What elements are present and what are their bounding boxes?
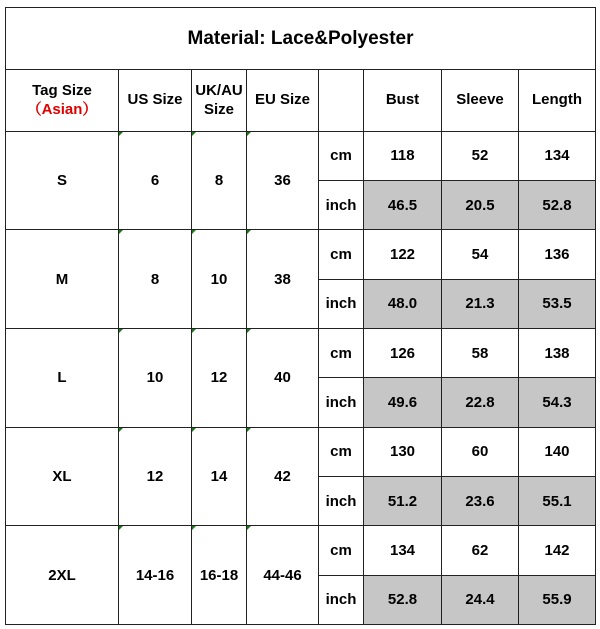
table-row bbox=[6, 526, 596, 575]
length-cm-cell: 134 bbox=[519, 131, 596, 180]
tag-size-cell: S bbox=[6, 131, 119, 230]
bust-inch-cell: 48.0 bbox=[364, 279, 442, 328]
header-uk-au-size bbox=[192, 70, 247, 131]
uk-au-size-cell: 14 bbox=[192, 427, 247, 526]
sleeve-cm-cell: 60 bbox=[442, 427, 519, 476]
bust-inch-cell: 51.2 bbox=[364, 476, 442, 525]
uk-au-size-cell: 16-18 bbox=[192, 526, 247, 625]
header-us-size: US Size bbox=[119, 70, 192, 131]
length-inch-cell: 55.1 bbox=[519, 476, 596, 525]
sleeve-inch-cell: 22.8 bbox=[442, 378, 519, 427]
length-inch-cell: 54.3 bbox=[519, 378, 596, 427]
unit-cm-cell: cm bbox=[319, 230, 364, 279]
header-bust: Bust bbox=[364, 70, 442, 131]
uk-au-size-cell: 8 bbox=[192, 131, 247, 230]
eu-size-cell: 42 bbox=[247, 427, 319, 526]
length-inch-cell: 55.9 bbox=[519, 575, 596, 624]
sleeve-cm-cell: 52 bbox=[442, 131, 519, 180]
sleeve-inch-cell: 21.3 bbox=[442, 279, 519, 328]
table-row bbox=[6, 230, 596, 279]
bust-cm-cell: 130 bbox=[364, 427, 442, 476]
length-cm-cell: 140 bbox=[519, 427, 596, 476]
unit-cm-cell: cm bbox=[319, 329, 364, 378]
sleeve-inch-cell: 24.4 bbox=[442, 575, 519, 624]
eu-size-cell: 40 bbox=[247, 329, 319, 428]
sleeve-inch-cell: 23.6 bbox=[442, 476, 519, 525]
header-uk-au-line1: UK/AU bbox=[195, 81, 243, 99]
header-eu-size: EU Size bbox=[247, 70, 319, 131]
size-chart bbox=[5, 7, 595, 625]
header-length: Length bbox=[519, 70, 596, 131]
bust-cm-cell: 122 bbox=[364, 230, 442, 279]
header-uk-au-line2: Size bbox=[203, 100, 234, 118]
sleeve-cm-cell: 54 bbox=[442, 230, 519, 279]
us-size-cell: 14-16 bbox=[119, 526, 192, 625]
size-table bbox=[5, 7, 596, 625]
unit-cm-cell: cm bbox=[319, 526, 364, 575]
unit-cm-cell: cm bbox=[319, 131, 364, 180]
length-inch-cell: 53.5 bbox=[519, 279, 596, 328]
tag-size-cell: XL bbox=[6, 427, 119, 526]
table-row bbox=[6, 329, 596, 378]
us-size-cell: 12 bbox=[119, 427, 192, 526]
unit-cm-cell: cm bbox=[319, 427, 364, 476]
us-size-cell: 10 bbox=[119, 329, 192, 428]
sleeve-cm-cell: 58 bbox=[442, 329, 519, 378]
bust-cm-cell: 134 bbox=[364, 526, 442, 575]
eu-size-cell: 38 bbox=[247, 230, 319, 329]
bust-inch-cell: 52.8 bbox=[364, 575, 442, 624]
us-size-cell: 8 bbox=[119, 230, 192, 329]
sleeve-cm-cell: 62 bbox=[442, 526, 519, 575]
sleeve-inch-cell: 20.5 bbox=[442, 181, 519, 230]
uk-au-size-cell: 10 bbox=[192, 230, 247, 329]
length-cm-cell: 138 bbox=[519, 329, 596, 378]
eu-size-cell: 36 bbox=[247, 131, 319, 230]
header-tag-size-sub: （Asian） bbox=[26, 100, 98, 118]
eu-size-cell: 44-46 bbox=[247, 526, 319, 625]
tag-size-cell: 2XL bbox=[6, 526, 119, 625]
table-row bbox=[6, 427, 596, 476]
unit-inch-cell: inch bbox=[319, 181, 364, 230]
material-title: Material: Lace&Polyester bbox=[6, 8, 596, 70]
header-sleeve: Sleeve bbox=[442, 70, 519, 131]
unit-inch-cell: inch bbox=[319, 378, 364, 427]
header-tag-size bbox=[6, 70, 119, 131]
bust-inch-cell: 49.6 bbox=[364, 378, 442, 427]
unit-inch-cell: inch bbox=[319, 476, 364, 525]
us-size-cell: 6 bbox=[119, 131, 192, 230]
length-cm-cell: 136 bbox=[519, 230, 596, 279]
table-row bbox=[6, 131, 596, 180]
bust-cm-cell: 126 bbox=[364, 329, 442, 378]
bust-inch-cell: 46.5 bbox=[364, 181, 442, 230]
length-cm-cell: 142 bbox=[519, 526, 596, 575]
header-unit bbox=[319, 70, 364, 131]
bust-cm-cell: 118 bbox=[364, 131, 442, 180]
unit-inch-cell: inch bbox=[319, 279, 364, 328]
tag-size-cell: L bbox=[6, 329, 119, 428]
header-tag-size-label: Tag Size bbox=[32, 81, 92, 99]
unit-inch-cell: inch bbox=[319, 575, 364, 624]
tag-size-cell: M bbox=[6, 230, 119, 329]
uk-au-size-cell: 12 bbox=[192, 329, 247, 428]
length-inch-cell: 52.8 bbox=[519, 181, 596, 230]
